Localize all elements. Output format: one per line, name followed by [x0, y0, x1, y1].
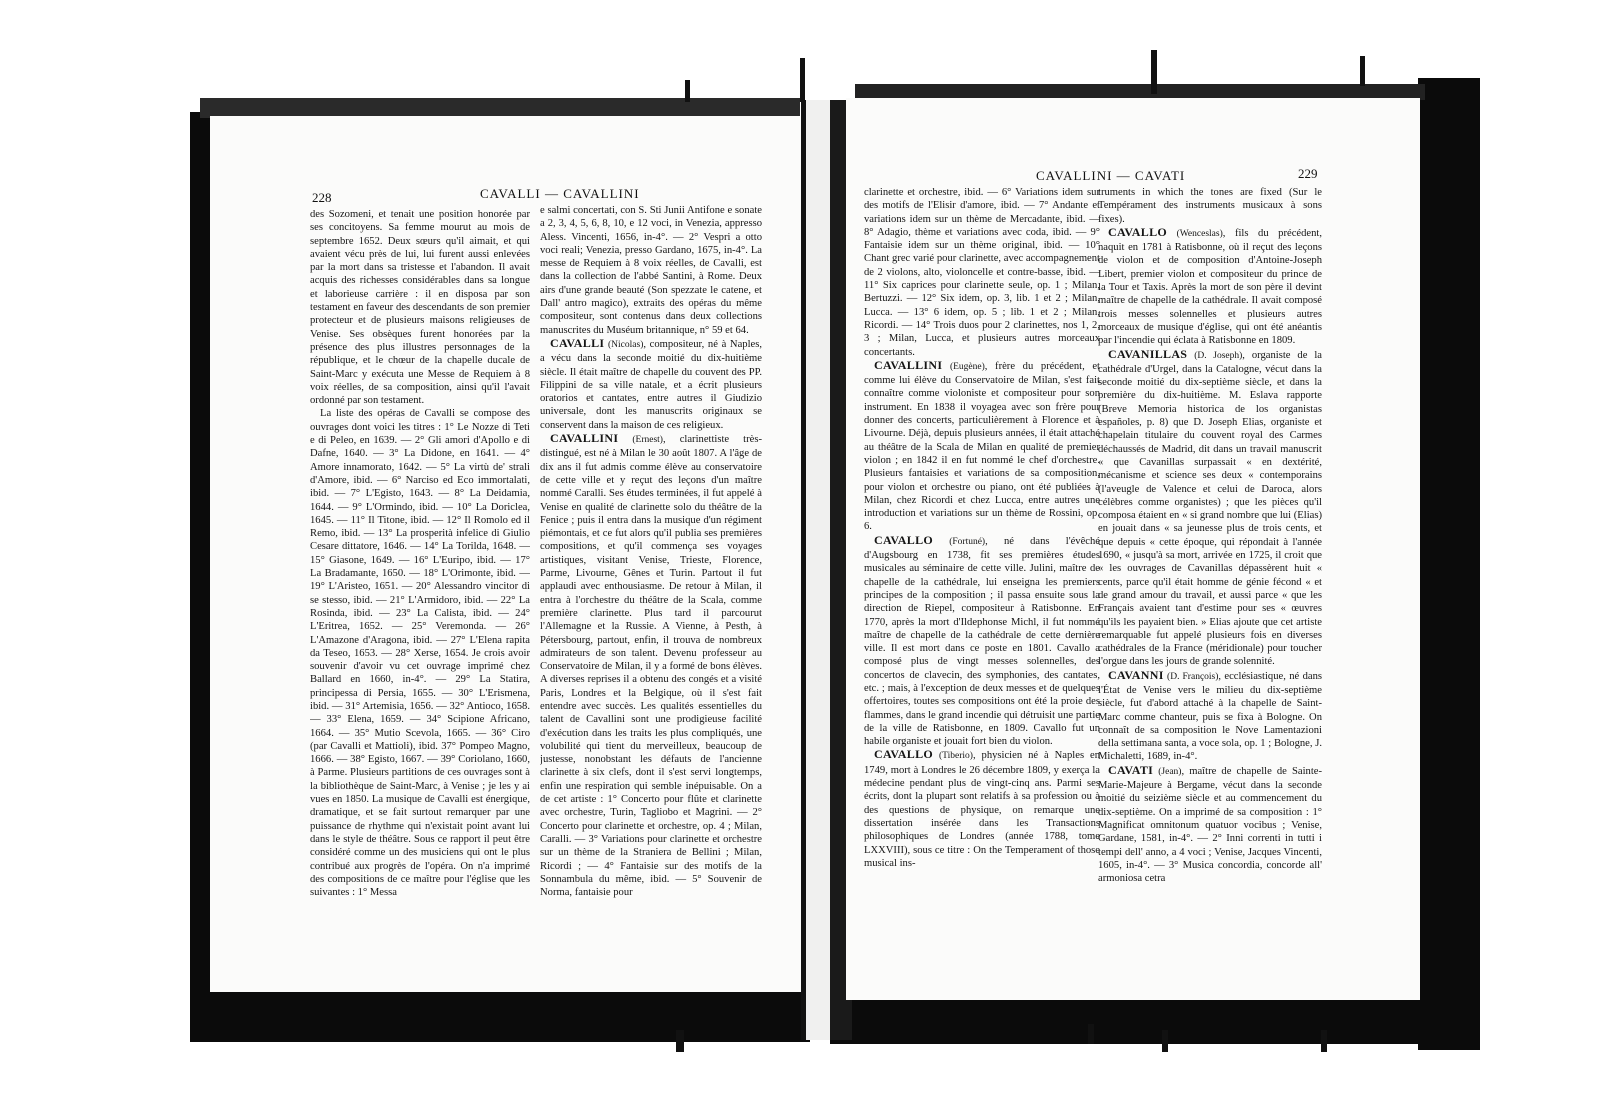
page-tab-bottom-4: [1321, 1030, 1327, 1052]
page-tab-bottom-3: [1162, 1030, 1168, 1052]
page-tab-bottom-2: [1088, 1024, 1094, 1044]
entry-given-name: (Eugène): [949, 361, 985, 372]
scan-border-right-side: [1418, 78, 1480, 1050]
paragraph-text: , physicien né à Naples en 1749, mort à Londres le 26 décembre 1809, y exerça la médecine pendant plus de vingt-cinq ans. Parmi ses écrits, dont la plupart sont relatifs à sa profession ou à des questions de physique, on remarque une dissertation insérée dans les Transactions philosophiques de Londres (année 1788, tome LXXVIII), sous ce titre : On the Temperament of those musical ins-: [864, 750, 1100, 869]
entry-paragraph: [864, 748, 1100, 870]
entry-given-name: (Fortuné): [949, 536, 986, 547]
scan-border-right-bottom: [830, 1000, 1430, 1044]
left-page: [210, 116, 802, 992]
right-page-number: 229: [1298, 166, 1318, 181]
paragraph-text: , frère du précédent, et comme lui élève du Conservatoire de Milan, s'est fait connaître comme violoniste et compositeur pour son instrument. En 1838 il voyagea avec son frère pour donner des concerts, particulièrement à Florence et à Livourne. Déjà, depuis plusieurs années, il était attaché au théâtre de la Scala de Milan en qualité de premier violon ; en 1842 il en fut nommé le chef d'orchestre. Plusieurs fantaisies et variations de sa composition, pour violon et orchestre ou piano, ont été publiées à Milan, chez Ricordi et chez Lucca, entre autres une introduction et variations sur un thème de Rossini, op. 6.: [864, 360, 1100, 533]
paragraph-text: e salmi concertati, con S. Sti Junii Antifone e sonate a 2, 3, 4, 5, 6, 8, 10, e 12 voci, in Venezia, appresso Aless. Vincenti, 1656, in-4°. — 2° Vespri a otto voci reali; Venezia, presso Gardano, 1675, in-4°. La messe de Requiem à 8 voix réelles, de Cavalli, est dans la collection de l'abbé Santini, à Rome. Deux airs d'une grande beauté (Son spezzate le catene, et Dall' antro magico), extraits des opéras du même compositeur, sont contenus dans deux collections manuscrites du Muséum britannique, n° 59 et 64.: [540, 205, 762, 336]
text-paragraph: [310, 208, 530, 407]
entry-paragraph: [864, 359, 1100, 534]
paragraph-text: truments in which the tones are fixed (Sur le Tempérament des instruments musicaux à sons fixes).: [1098, 187, 1322, 225]
entry-paragraph: [864, 534, 1100, 749]
entry-given-name: (Nicolas): [608, 339, 644, 350]
entry-paragraph: [540, 337, 762, 432]
scan-border-left-top: [190, 112, 212, 1042]
left-page-number: 228: [312, 190, 332, 205]
page-tab-bottom-1: [676, 1030, 684, 1052]
entry-given-name: (Jean): [1158, 766, 1182, 777]
entry-headword: CAVALLI: [550, 335, 605, 350]
left-page-column-2: [540, 204, 762, 988]
text-paragraph: [540, 204, 762, 337]
entry-headword: CAVALLO: [874, 747, 934, 762]
paragraph-text: des Sozomeni, et tenait une position honorée par ses concitoyens. Sa femme mourut au mois de septembre 1652. Deux sœurs qu'il aimait, et qui avaient vécu près de lui, lui furent aussi enlevées par la mort dans sa tristesse et l'abandon. Il avait acquis des richesses considérables dans sa longue et laborieuse carrière : il en disposa par son testament en faveur des descendants de son premier protecteur et de plusieurs maisons religieuses de Venise. Ses obsèques furent honorées par la présence des plus illustres personnages de la république, et le chœur de la chapelle ducale de Saint-Marc y exécuta une Messe de Requiem à 8 voix réelles, de sa composition, ainsi qu'il l'avait ordonné par son testament.: [310, 209, 530, 407]
page-tab-top-1: [685, 80, 690, 102]
right-page-column-1: [864, 186, 1100, 996]
entry-headword: CAVATI: [1108, 762, 1154, 777]
book-gutter-shadow: [806, 100, 832, 1040]
page-tab-top-2: [800, 58, 805, 102]
text-paragraph: [310, 407, 530, 899]
page-tab-top-3: [1151, 50, 1157, 94]
entry-headword: CAVALLO: [1108, 224, 1168, 239]
paragraph-text: , organiste de la cathédrale d'Urgel, dans la Catalogne, vécut dans la seconde moitié du dix-septième siècle, et dans la première du dix-huitième. M. Eslava rapporte (Breve Memoria historica de los organistas españoles, p. 8) que D. Joseph Elias, organiste et chapelain titulaire du couvent royal des Carmes déchaussés de Madrid, dit dans un travail manuscrit « que Cavanillas surpassait « en dextérité, mécanisme et science ses deux « contemporains (l'aveugle de Valence et celui de Daroca, alors célèbres comme organistes) ; que les pièces qu'il composa étaient en « si grand nombre que lui (Elias) en jouait dans « sa jeunesse plus de trois cents, et que depuis « cette époque, qui répondait à l'année 1690, « jusqu'à sa mort, arrivée en 1725, il croit que « les ouvrages de Cavanillas dépassèrent huit « cents, parce qu'il était homme de génie fécond « et de grand amour du travail, et aussi parce « que les Français avaient tant d'estime pour ses « œuvres qu'ils les payaient bien. » Elias ajoute que cet artiste remarquable fut appelé plusieurs fois en diverses cathédrales de la France (méridionale) pour toucher l'orgue dans les jours de grande solennité.: [1098, 349, 1322, 668]
text-paragraph: [864, 186, 1100, 359]
paragraph-text: , maître de chapelle de Sainte-Marie-Majeure à Bergame, vécut dans la seconde moitié du seizième siècle et au commencement du dix-septième. On a imprimé de sa composition : 1° Magnificat omnitonum quatuor vocibus ; Venise, Gardane, 1581, in-4°. — 2° Inni correnti in tutti i tempi dell' anno, a 4 voci ; Venise, Jacques Vincenti, 1605, in-4°. — 3° Musica concordia, concorde all' armoniosa cetra: [1098, 765, 1322, 885]
entry-paragraph: [1098, 669, 1322, 764]
right-running-head: CAVALLINI — CAVATI: [1036, 168, 1186, 183]
entry-given-name: (Wenceslas): [1176, 228, 1223, 239]
text-paragraph: [1098, 186, 1322, 226]
right-page: [846, 98, 1420, 1000]
page-tab-top-4: [1360, 56, 1365, 86]
paragraph-text: La liste des opéras de Cavalli se compose des ouvrages dont voici les titres : 1° Le Nozze di Teti e di Peleo, en 1639. — 2° Gli amori d'Apollo e di Dafne, 1640. — 3° La Didone, en 1641. — 4° Amore innamorato, 1642. — 5° La virtù de' strali d'Amore, ibid. — 6° Narciso ed Eco immortalati, ibid. — 7° L'Egisto, 1643. — 8° La Deidamia, 1644. — 9° L'Ormindo, ibid. — 10° La Doriclea, 1645. — 11° Il Titone, ibid. — 12° Il Romolo ed il Remo, ibid. — 13° La prosperità infelice di Giulio Cesare dittatore, 1646. — 14° La Torilda, 1648. — 15° Giasone, 1649. — 16° L'Euripo, ibid. — 17° La Bradamante, 1650. — 18° L'Orimonte, ibid. — 19° L'Aristeo, 1651. — 20° Alessandro vincitor di se stesso, ibid. — 21° L'Armidoro, ibid. — 22° La Rosinda, ibid. — 23° La Calista, ibid. — 24° L'Eritrea, 1652. — 25° Veremonda. — 26° L'Amazone d'Aragona, ibid. — 27° L'Elena rapita da Teseo, 1653. — 28° Xerse, 1654. Je crois avoir souvenir d'avoir vu cet ouvrage imprimé chez Ballard en 1660, in-4°. — 29° La Statira, principessa di Persia, 1655. — 30° L'Erismena, ibid. — 31° Artemisia, 1656. — 32° Antioco, 1658. — 33° Elena, 1659. — 34° Scipione Africano, 1664. — 35° Mutio Scevola, 1665. — 36° Ciro (par Cavalli et Mattioli), ibid. 37° Pompeo Magno, 1666. — 38° Egisto, 1667. — 39° Coriolano, 1660, à Parme. Plusieurs partitions de ces ouvrages sont à la bibliothèque de Saint-Marc, à Venise ; je les y ai vues en 1850. La musique de Cavalli est énergique, dramatique, et se fait surtout remarquer par une puissance de rhythme qui n'existait point avant lui dans le style de théâtre. Sous ce rapport il peut être considéré comme un des musiciens qui ont le plus contribué aux progrès de l'opéra. On n'a imprimé des compositions de ce maître pour l'église que les suivantes : 1° Messa: [310, 408, 530, 899]
entry-paragraph: [540, 432, 762, 899]
entry-paragraph: [1098, 348, 1322, 669]
entry-paragraph: [1098, 226, 1322, 348]
scan-border-left-topedge: [200, 98, 800, 118]
paragraph-text: , compositeur, né à Naples, a vécu dans la seconde moitié du dix-huitième siècle. Il était maître de chapelle du couvent des PP. Filippini de sa ville natale, et a écrit plusieurs oratorios et cantates, entre autres il Giudizio universale, dont les manuscrits originaux se conservent dans la maison de ces religieux.: [540, 338, 762, 431]
right-page-column-2: [1098, 186, 1322, 996]
entry-given-name: (Tiberio): [938, 751, 973, 762]
paragraph-text: , fils du précédent, naquit en 1781 à Ratisbonne, où il reçut des leçons de violon et de composition d'Antoine-Joseph Libert, premier violon et compositeur du prince de la Tour et Taxis. Après la mort de son père il devint maître de chapelle de la cathédrale. Il avait composé trois messes solennelles et plusieurs autres morceaux de musique d'église, qui ont été anéantis par l'incendie qui éclata à Ratisbonne en 1809.: [1098, 227, 1322, 347]
paragraph-text: , né dans l'évêché d'Augsbourg en 1738, fit ses premières études musicales au séminaire de cette ville. Julini, maître de chapelle de la cathédrale, lui enseigna les premiers principes de la composition ; il passa ensuite sous la direction de Riepel, compositeur à Ratisbonne. En 1770, après la mort d'Ildephonse Michl, il fut nommé maître de chapelle de la cathédrale de cette dernière ville. Il est mort dans ce poste en 1801. Cavallo a composé plus de vingt messes solennelles, des concertos de clavecin, des symphonies, des cantates, etc. ; mais, à l'exception de deux messes et de quelques offertoires, toutes ses compositions ont été la proie des flammes, dans le grand incendie qui détruisit une partie de la ville de Ratisbonne, en 1809. Cavallo fut un habile organiste et jouait fort bien du violon.: [864, 535, 1100, 748]
entry-headword: CAVANNI: [1108, 667, 1164, 682]
entry-given-name: (D. Joseph): [1194, 350, 1243, 361]
entry-given-name: (Ernest): [632, 435, 663, 446]
paragraph-text: , clarinettiste très-distingué, est né à Milan le 30 août 1807. A l'âge de dix ans il fut admis comme élève au conservatoire de cette ville et y reçut des leçons d'un maître nommé Caralli. Ses études terminées, il fut appelé à Venise en qualité de clarinette solo du théâtre de la Fenice ; puis il entra dans la musique d'un régiment piémontais, et ce fut alors qu'il publia ses premières compositions, et qu'il commença ses voyages artistiques, visitant Venise, Trieste, Florence, Parme, Livourne, Gênes et Turin. Partout il fut applaudi avec enthousiasme. De retour à Milan, il entra à l'orchestre du théâtre de la Scala, comme première clarinette. Plus tard il parcourut l'Allemagne et la Russie. A Vienne, à Pesth, à Pétersbourg, partout, enfin, il trouva de nombreux admirateurs de son talent. Devenu professeur au Conservatoire de Milan, il y a formé de bons élèves. A diverses reprises il a obtenu des congés et a visité Paris, Londres et la Belgique, où il s'est fait entendre avec succès. Les qualités essentielles du talent de Cavallini sont une prodigieuse facilité d'exécution dans les traits les plus compliqués, une volubilité qui tient du merveilleux, beaucoup de justesse, nonobstant les défauts de l'ancienne clarinette à six clefs, dont il s'est servi longtemps, enfin une respiration qui semble inépuisable. On a de cet artiste : 1° Concerto pour flûte et clarinette avec orchestre, Turin, Tagliobo et Magrini. — 2° Concerto pour clarinette et orchestre, op. 4 ; Milan, Caralli. — 3° Variations pour clarinette et orchestre sur un thème de la Straniera de Bellini ; Milan, Ricordi ; — 4° Fantaisie sur des motifs de la Sonnambula du même, ibid. — 5° Souvenir de Norma, fantaisie pour: [540, 434, 762, 899]
entry-paragraph: [1098, 764, 1322, 886]
entry-headword: CAVALLINI: [874, 357, 943, 372]
entry-headword: CAVALLO: [874, 532, 934, 547]
entry-headword: CAVANILLAS: [1108, 346, 1188, 361]
left-running-head: CAVALLI — CAVALLINI: [480, 186, 640, 201]
left-page-column-1: [310, 208, 530, 988]
paragraph-text: clarinette et orchestre, ibid. — 6° Variations idem sur des motifs de l'Elisir d'amore, ibid. — 7° Andante et variations idem sur un thème de Mercadante, ibid. — 8° Adagio, thème et variations avec coda, ibid. — 9° Fantaisie idem sur un thème original, ibid. — 10° Chant grec varié pour clarinette, avec accompagnement de 2 violons, alto, violoncelle et contre-basse, ibid. — 11° Six caprices pour clarinette seule, op. 1 ; Milan, Bertuzzi. — 12° Six idem, op. 3, lib. 1 et 2 ; Milan, Lucca. — 13° 6 idem, op. 5 ; lib. 1 et 2 ; Milan, Ricordi. — 14° Trois duos pour 2 clarinettes, nos 1, 2, 3 ; Milan, Lucca, et plusieurs autres morceaux concertants.: [864, 187, 1100, 358]
paragraph-text: , ecclésiastique, né dans l'État de Venise vers le milieu du dix-septième siècle, fut d'abord attaché à la chapelle de Saint-Marc comme chanteur, puis se fixa à Bologne. On connaît de sa composition le Nove Lamentazioni della settimana santa, a voce sola, op. 1 ; Bologne, J. Michaletti, 1689, in-4°.: [1098, 670, 1322, 763]
entry-given-name: (D. François): [1167, 671, 1219, 682]
entry-headword: CAVALLINI: [550, 431, 619, 446]
